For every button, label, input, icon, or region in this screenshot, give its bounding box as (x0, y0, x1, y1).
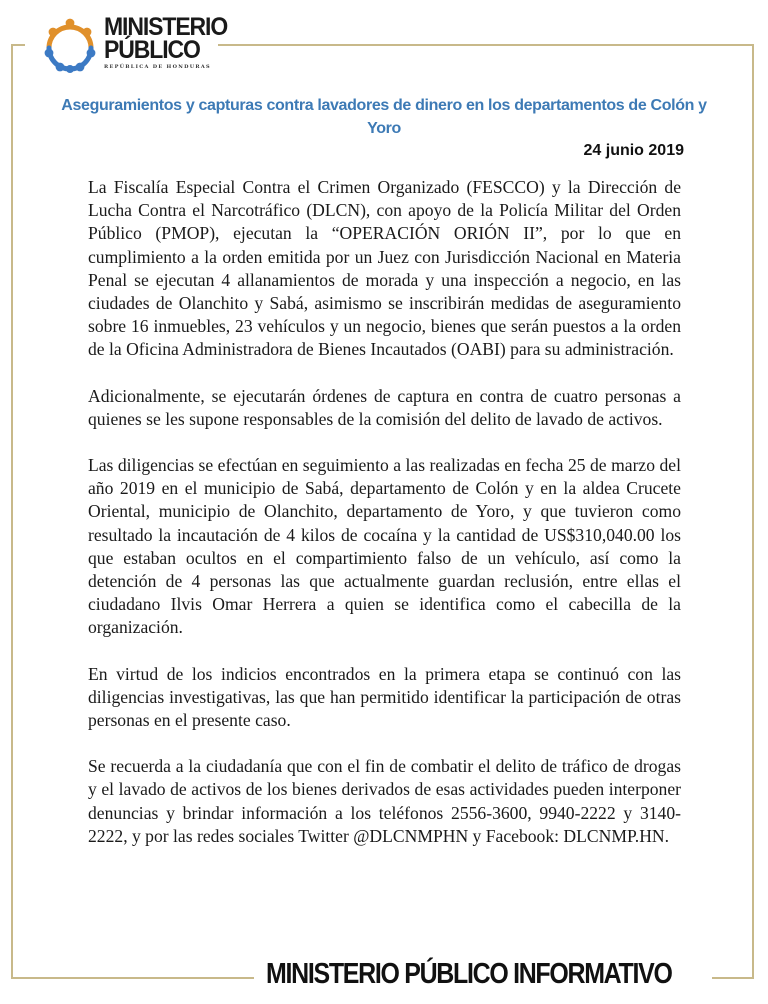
frame-bottom-left-segment (11, 977, 254, 979)
paragraph-4: En virtud de los indicios encontrados en la primera etapa se continuó con las diligencias investigativas, las que han permitido identificar la participación de otras personas en el presente caso. (88, 663, 681, 731)
org-name-line1: MINISTERIO (104, 13, 228, 41)
frame-right-edge (752, 44, 754, 979)
paragraph-3: Las diligencias se efectúan en seguimiento a las realizadas en fecha 25 de marzo del año 2019 en el municipio de Sabá, departamento de Colón y en la aldea Crucete Oriental, municipio de Olanchito, departamento de Yoro, y que tuvieron como resultado la incautación de 4 kilos de cocaína y la cantidad de US$310,040.00 los que estaban ocultos en el compartimiento falso de un vehículo, así como la detención de 4 personas las que actualmente guardan reclusión, entre ellas el ciudadano Ilvis Omar Herrera a quien se identifica como el cabecilla de la organización. (88, 455, 681, 638)
frame-top-right-segment (218, 44, 754, 46)
frame-left-edge (11, 44, 13, 979)
org-subtitle: REPÚBLICA DE HONDURAS (104, 64, 211, 70)
org-wordmark (104, 13, 238, 70)
article-date: 24 junio 2019 (583, 142, 684, 159)
article-body (88, 176, 681, 871)
frame-bottom-right-segment (712, 977, 754, 979)
article-title: Aseguramientos y capturas contra lavadores de dinero en los departamentos de Colón y Yoro (61, 97, 707, 137)
paragraph-2: Adicionalmente, se ejecutarán órdenes de captura en contra de cuatro personas a quienes se les supone responsables de la comisión del delito de lavado de activos. (88, 385, 681, 429)
frame-top-left-segment (11, 44, 25, 46)
people-ring-logo-icon (40, 14, 100, 74)
paragraph-1: La Fiscalía Especial Contra el Crimen Organizado (FESCCO) y la Dirección de Lucha Contra el Narcotráfico (DLCN), con apoyo de la Policía Militar del Orden Público (PMOP), ejecutan la “OPERACIÓN ORIÓN II”, por lo que en cumplimiento a la orden emitida por un Juez con Jurisdicción Nacional en Materia Penal se ejecutan 4 allanamientos de morada y una inspección a negocio, en las ciudades de Olanchito y Sabá, asimismo se inscribirán medidas de aseguramiento sobre 16 inmuebles, 23 vehículos y un negocio, bienes que serán puestos a la orden de la Oficina Administradora de Bienes Incautados (OABI) para su administración. (88, 177, 681, 360)
org-name-line2: PÚBLICO (104, 36, 200, 64)
footer-banner: MINISTERIO PÚBLICO INFORMATIVO (266, 958, 672, 990)
paragraph-5: Se recuerda a la ciudadanía que con el fin de combatir el delito de tráfico de drogas y el lavado de activos de los bienes derivados de esas actividades pueden interponer denuncias y brindar información a los teléfonos 2556-3600, 9940-2222 y 3140-2222, y por las redes sociales Twitter @DLCNMPHN y Facebook: DLCNMP.HN. (88, 756, 681, 846)
